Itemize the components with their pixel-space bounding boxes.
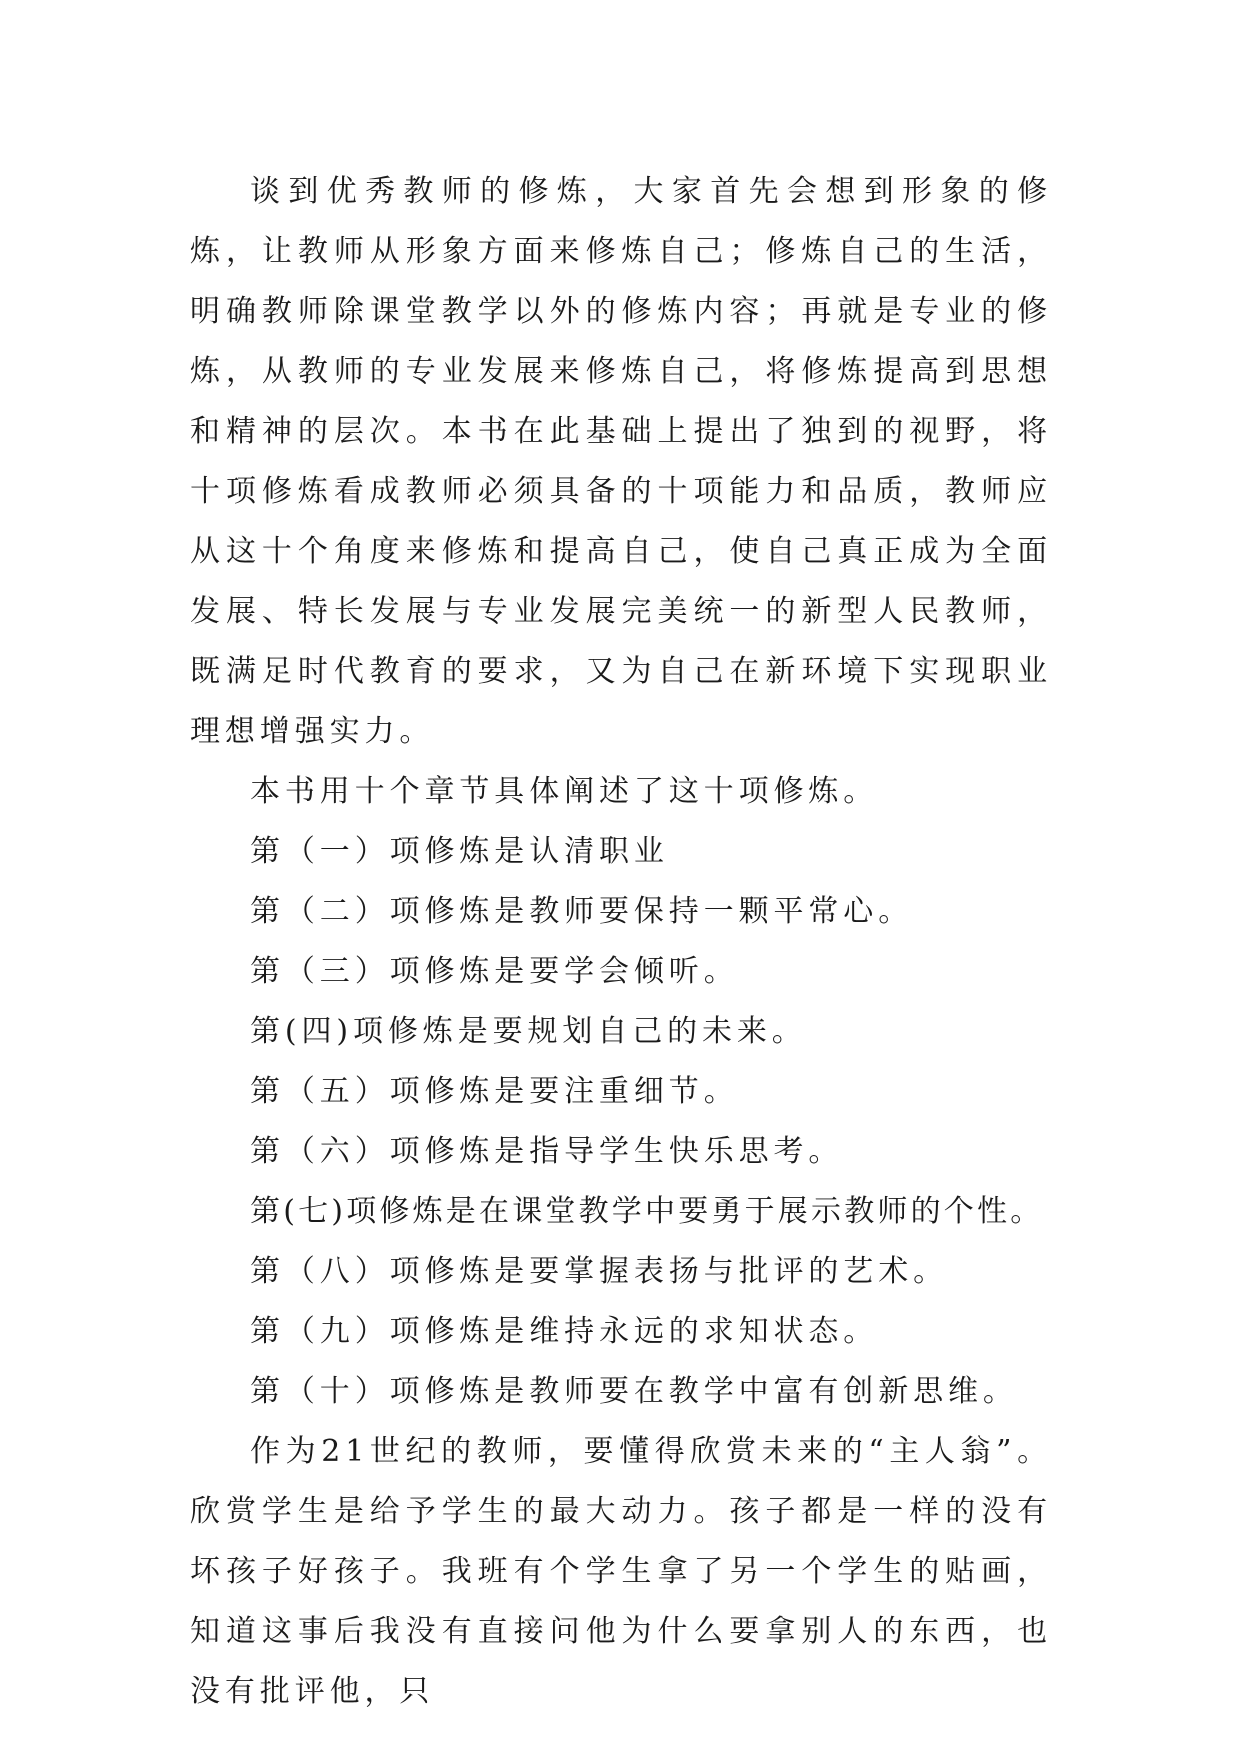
list-item: 第（六）项修炼是指导学生快乐思考。 <box>250 1134 844 1169</box>
intro-paragraph: 谈到优秀教师的修炼，大家首先会想到形象的修炼，让教师从形象方面来修炼自己；修炼自己的生活，明确教师除课堂教学以外的修炼内容；再就是专业的修炼，从教师的专业发展来修炼自己，将修炼提高到思想和精神的层次。本书在此基础上提出了独到的视野，将十项修炼看成教师必须具备的十项能力和品质，教师应从这十个角度来修炼和提高自己，使自己真正成为全面发展、特长发展与专业发展完美统一的新型人民教师，既满足时代教育的要求，又为自己在新环境下实现职业理想增强实力。 <box>190 174 1052 749</box>
list-item: 第（九）项修炼是维持永远的求知状态。 <box>250 1314 879 1349</box>
list-item: 第（三）项修炼是要学会倾听。 <box>250 954 739 989</box>
list-item: 第(四)项修炼是要规划自己的未来。 <box>250 1014 807 1049</box>
document-body <box>190 162 1052 1722</box>
list-item: 第(七)项修炼是在课堂教学中要勇于展示教师的个性。 <box>250 1194 1044 1229</box>
summary-paragraph: 本书用十个章节具体阐述了这十项修炼。 <box>250 774 879 809</box>
list-item: 第（一）项修炼是认清职业 <box>250 834 669 869</box>
list-item: 第（二）项修炼是教师要保持一颗平常心。 <box>250 894 914 929</box>
closing-paragraph: 作为21世纪的教师，要懂得欣赏未来的“主人翁”。欣赏学生是给予学生的最大动力。孩子都是一样的没有坏孩子好孩子。我班有个学生拿了另一个学生的贴画，知道这事后我没有直接问他为什么要拿别人的东西，也没有批评他，只 <box>190 1434 1052 1709</box>
list-item: 第（十）项修炼是教师要在教学中富有创新思维。 <box>250 1374 1018 1409</box>
list-item: 第（八）项修炼是要掌握表扬与批评的艺术。 <box>250 1254 948 1289</box>
list-item: 第（五）项修炼是要注重细节。 <box>250 1074 739 1109</box>
